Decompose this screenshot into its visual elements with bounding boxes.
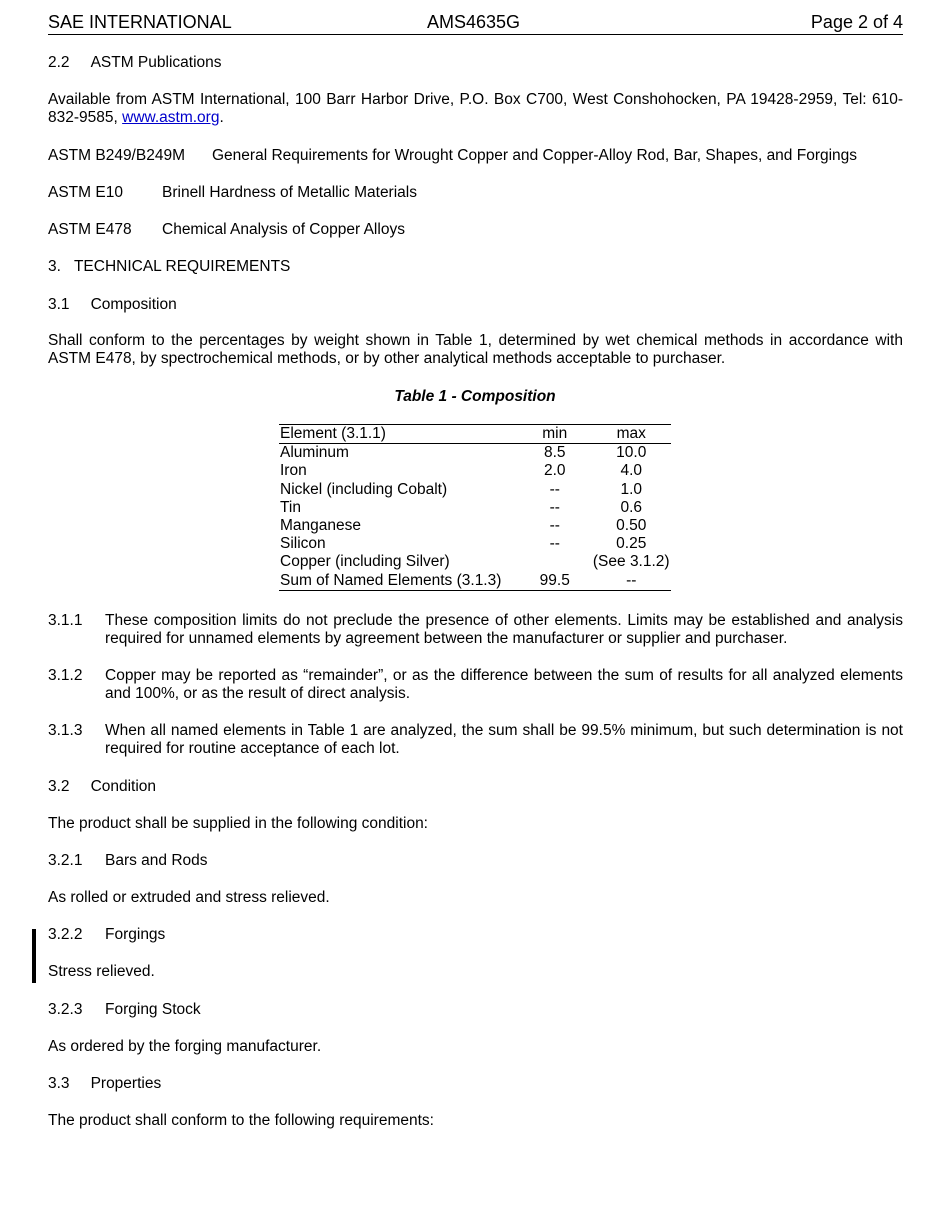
- table-row: [279, 499, 671, 517]
- page-header: [48, 12, 903, 35]
- table-cell: 0.6: [620, 498, 643, 516]
- section-number: 3.: [48, 258, 61, 275]
- revision-change-bar: [32, 929, 36, 983]
- condition-paragraph: The product shall be supplied in the following condition:: [48, 815, 428, 832]
- heading-2-2: [48, 54, 222, 72]
- table-row: [279, 444, 671, 463]
- forgings-paragraph: Stress relieved.: [48, 963, 155, 980]
- column-header: max: [616, 425, 646, 442]
- section-number: 3.1: [48, 296, 70, 313]
- section-title: Composition: [90, 296, 177, 313]
- section-title: ASTM Publications: [90, 54, 222, 71]
- section-title: Forgings: [105, 926, 166, 943]
- section-number: 2.2: [48, 54, 70, 71]
- table-row: [279, 553, 671, 571]
- reference-code: ASTM B249/B249M: [48, 147, 185, 164]
- reference-title: Chemical Analysis of Copper Alloys: [162, 221, 405, 238]
- section-number: 3.2.1: [48, 852, 83, 869]
- heading-3-2: [48, 778, 156, 796]
- header-page-number: Page 2 of 4: [810, 12, 903, 32]
- heading-3: [48, 258, 290, 276]
- table-cell: --: [549, 535, 560, 553]
- properties-paragraph: The product shall conform to the following requirements:: [48, 1112, 434, 1129]
- table-cell: Sum of Named Elements (3.1.3): [280, 571, 502, 589]
- reference-astm-e478: [48, 221, 405, 239]
- section-title: Condition: [90, 778, 157, 795]
- table-caption: Table 1 - Composition: [394, 388, 556, 405]
- table-row: [279, 481, 671, 499]
- reference-astm-e10: [48, 184, 417, 202]
- table-cell: (See 3.1.2): [592, 553, 670, 571]
- astm-availability-paragraph: Available from ASTM International, 100 Barr Harbor Drive, P.O. Box C700, West Conshohocken, PA 19428-2959, Tel: 610-832-9585, www.astm.org.: [48, 91, 903, 126]
- section-number: 3.1.3: [48, 722, 83, 739]
- table-cell: Iron: [280, 462, 307, 480]
- table-header-row: [279, 425, 671, 444]
- heading-3-2-3: [48, 1001, 201, 1019]
- reference-title: Brinell Hardness of Metallic Materials: [162, 184, 417, 201]
- table-cell: Aluminum: [280, 444, 349, 462]
- table-cell: --: [549, 498, 560, 516]
- section-number: 3.1.1: [48, 612, 83, 629]
- table-row: [279, 572, 671, 591]
- section-title: Forging Stock: [105, 1001, 201, 1018]
- table-cell: Copper (including Silver): [280, 553, 450, 571]
- table-cell: --: [549, 480, 560, 498]
- reference-code: ASTM E478: [48, 221, 132, 238]
- composition-table: [279, 424, 671, 591]
- table-row: [279, 517, 671, 535]
- astm-link[interactable]: www.astm.org: [122, 109, 220, 126]
- heading-3-2-2: [48, 926, 166, 944]
- table-cell: --: [626, 571, 637, 589]
- paragraph-text: These composition limits do not preclude the presence of other elements. Limits may be established and analysis required for unnamed elements by agreement between the manufacturer or supplier and purchaser.: [105, 612, 903, 647]
- paragraph-text: Copper may be reported as “remainder”, or as the difference between the sum of results for all analyzed elements and 100%, or as the result of direct analysis.: [105, 667, 903, 702]
- heading-3-3: [48, 1075, 161, 1093]
- reference-title: General Requirements for Wrought Copper and Copper-Alloy Rod, Bar, Shapes, and Forgings: [212, 147, 858, 164]
- table-row: [279, 462, 671, 480]
- heading-3-1: [48, 296, 177, 314]
- table-cell: Silicon: [280, 535, 326, 553]
- section-number: 3.2.3: [48, 1001, 83, 1018]
- reference-astm-b249: [48, 147, 858, 165]
- forging-stock-paragraph: As ordered by the forging manufacturer.: [48, 1038, 322, 1055]
- table-cell: --: [549, 517, 560, 535]
- table-cell: 4.0: [620, 462, 643, 480]
- table-cell: 0.25: [616, 535, 647, 553]
- section-number: 3.3: [48, 1075, 70, 1092]
- header-org: SAE INTERNATIONAL: [48, 12, 232, 32]
- section-number: 3.2.2: [48, 926, 83, 943]
- table-cell: Manganese: [280, 517, 362, 535]
- section-title: Bars and Rods: [105, 852, 208, 869]
- section-title: TECHNICAL REQUIREMENTS: [73, 258, 291, 275]
- table-cell: 10.0: [616, 444, 647, 462]
- table-cell: 99.5: [539, 571, 570, 589]
- table-cell: 0.50: [616, 517, 647, 535]
- header-doc-number: AMS4635G: [427, 12, 521, 32]
- section-number: 3.2: [48, 778, 70, 795]
- section-number: 3.1.2: [48, 667, 83, 684]
- table-cell: Tin: [280, 498, 301, 516]
- table-cell: 1.0: [620, 480, 643, 498]
- heading-3-2-1: [48, 852, 208, 870]
- table-row: [279, 535, 671, 553]
- table-cell: 8.5: [543, 444, 566, 462]
- table-cell: Nickel (including Cobalt): [280, 480, 448, 498]
- column-header: Element (3.1.1): [280, 425, 386, 442]
- table-cell: [518, 553, 590, 571]
- column-header: min: [542, 425, 568, 442]
- table-cell: 2.0: [543, 462, 566, 480]
- composition-paragraph: Shall conform to the percentages by weight shown in Table 1, determined by wet chemical methods in accordance with ASTM E478, by spectrochemical methods, or by other analytical methods acceptable to purchaser.: [48, 332, 903, 367]
- paragraph-text: When all named elements in Table 1 are analyzed, the sum shall be 99.5% minimum, but such determination is not required for routine acceptance of each lot.: [105, 722, 903, 757]
- reference-code: ASTM E10: [48, 184, 123, 201]
- bars-rods-paragraph: As rolled or extruded and stress relieved.: [48, 889, 330, 906]
- section-title: Properties: [90, 1075, 162, 1092]
